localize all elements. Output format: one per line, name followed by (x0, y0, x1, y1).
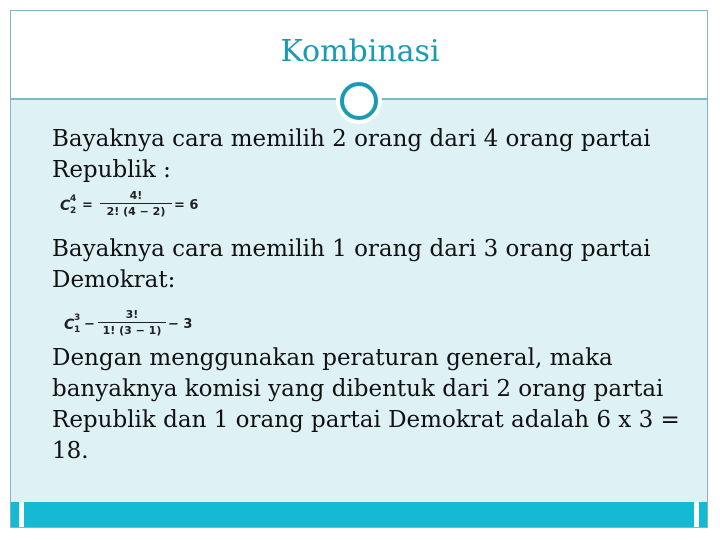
formula-fraction (98, 308, 166, 337)
paragraph-conclusion: Dengan menggunakan peraturan general, maka banyaknya komisi yang dibentuk dari 2 orang partai Republik dan 1 orang partai Demokrat adalah 6 x 3 = 18. (52, 345, 680, 464)
paragraph-demokrat: Bayaknya cara memilih 1 orang dari 3 orang partai Demokrat: (52, 236, 651, 293)
formula-result: − 3 (168, 317, 193, 332)
formula-subscript: 1 (74, 325, 81, 335)
formula-superscript: 4 (70, 194, 77, 204)
formula-symbol: C (60, 198, 71, 214)
formula-minus-sign: − (84, 317, 95, 332)
formula-numerator: 4! (129, 189, 143, 202)
formula-subscript: 2 (70, 206, 77, 216)
formula-equals: = (82, 198, 93, 213)
footer-notch-right (694, 502, 699, 527)
footer-notch-left (19, 502, 24, 527)
slide-title: Kombinasi (280, 34, 440, 69)
formula-superscript: 3 (74, 313, 81, 323)
footer-bar (11, 502, 707, 527)
divider-circle-ornament (340, 82, 378, 120)
formula-result: = 6 (174, 198, 199, 213)
formula-denominator: 1! (3 − 1) (98, 322, 166, 337)
formula-symbol: C (64, 317, 75, 333)
paragraph-republik: Bayaknya cara memilih 2 orang dari 4 orang partai Republik : (52, 126, 651, 183)
formula-numerator: 3! (125, 308, 139, 321)
formula-fraction (100, 189, 172, 218)
formula-denominator: 2! (4 − 2) (100, 203, 172, 218)
